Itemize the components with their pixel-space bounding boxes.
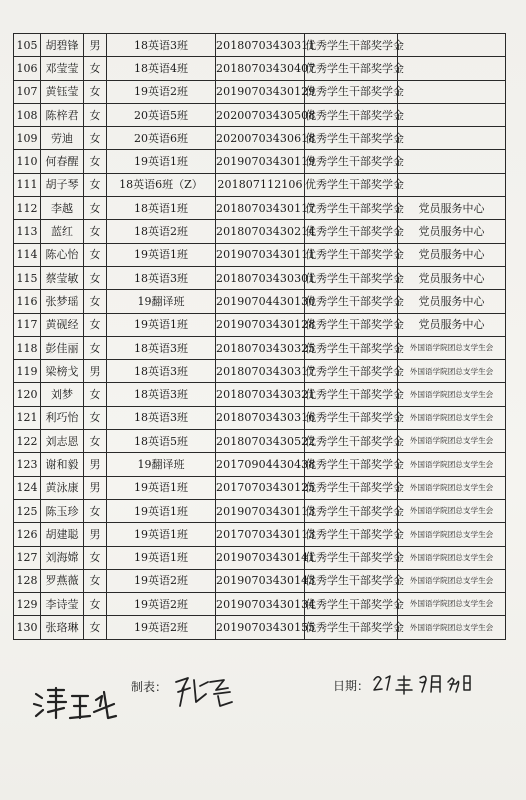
class-cell: 19英语2班 bbox=[107, 616, 216, 639]
organization-cell: 外国语学院团总支学生会 bbox=[398, 569, 506, 592]
student-name-cell: 谢和毅 bbox=[41, 453, 84, 476]
student-name-cell: 何春醒 bbox=[41, 150, 84, 173]
student-name-cell: 李诗莹 bbox=[41, 593, 84, 616]
student-id-cell: 20190703430113 bbox=[216, 499, 305, 522]
student-id-cell: 20190704430130 bbox=[216, 290, 305, 313]
gender-cell: 女 bbox=[84, 430, 107, 453]
award-cell: 优秀学生干部奖学金 bbox=[305, 197, 398, 220]
student-id-cell: 20190703430155 bbox=[216, 616, 305, 639]
row-number-cell: 112 bbox=[14, 197, 41, 220]
student-name-cell: 张梦瑶 bbox=[41, 290, 84, 313]
table-row bbox=[14, 499, 506, 522]
award-cell: 优秀学生干部奖学金 bbox=[305, 383, 398, 406]
row-number-cell: 119 bbox=[14, 360, 41, 383]
gender-cell: 女 bbox=[84, 499, 107, 522]
row-number-cell: 115 bbox=[14, 266, 41, 289]
row-number-cell: 114 bbox=[14, 243, 41, 266]
gender-cell: 女 bbox=[84, 569, 107, 592]
student-id-cell: 20190703430111 bbox=[216, 243, 305, 266]
class-cell: 18英语5班 bbox=[107, 430, 216, 453]
table-row bbox=[14, 616, 506, 639]
row-number-cell: 107 bbox=[14, 80, 41, 103]
table-row bbox=[14, 313, 506, 336]
table-row bbox=[14, 383, 506, 406]
gender-cell: 男 bbox=[84, 476, 107, 499]
organization-cell: 外国语学院团总支学生会 bbox=[398, 499, 506, 522]
gender-cell: 女 bbox=[84, 546, 107, 569]
gender-cell: 女 bbox=[84, 616, 107, 639]
award-cell: 优秀学生干部奖学金 bbox=[305, 127, 398, 150]
class-cell: 18英语4班 bbox=[107, 57, 216, 80]
gender-cell: 女 bbox=[84, 290, 107, 313]
award-cell: 优秀学生干部奖学金 bbox=[305, 173, 398, 196]
class-cell: 19英语1班 bbox=[107, 476, 216, 499]
gender-cell: 女 bbox=[84, 336, 107, 359]
organization-cell: 外国语学院团总支学生会 bbox=[398, 593, 506, 616]
gender-cell: 女 bbox=[84, 150, 107, 173]
class-cell: 19英语1班 bbox=[107, 499, 216, 522]
student-name-cell: 陈心怡 bbox=[41, 243, 84, 266]
award-cell: 优秀学生干部奖学金 bbox=[305, 290, 398, 313]
student-id-cell: 20180703430301 bbox=[216, 266, 305, 289]
gender-cell: 男 bbox=[84, 453, 107, 476]
table-row bbox=[14, 430, 506, 453]
table-row bbox=[14, 290, 506, 313]
table-row bbox=[14, 80, 506, 103]
class-cell: 19英语2班 bbox=[107, 569, 216, 592]
table-row bbox=[14, 127, 506, 150]
handwritten-signature-left bbox=[30, 682, 120, 726]
award-cell: 优秀学生干部奖学金 bbox=[305, 523, 398, 546]
table-row bbox=[14, 243, 506, 266]
award-cell: 优秀学生干部奖学金 bbox=[305, 220, 398, 243]
class-cell: 19英语1班 bbox=[107, 546, 216, 569]
gender-cell: 女 bbox=[84, 80, 107, 103]
gender-cell: 女 bbox=[84, 243, 107, 266]
gender-cell: 女 bbox=[84, 593, 107, 616]
student-id-cell: 20180703430407 bbox=[216, 57, 305, 80]
class-cell: 18英语3班 bbox=[107, 406, 216, 429]
organization-cell: 党员服务中心 bbox=[398, 243, 506, 266]
maker-label: 制表： bbox=[131, 680, 168, 694]
table-row bbox=[14, 103, 506, 126]
organization-cell: 外国语学院团总支学生会 bbox=[398, 476, 506, 499]
student-name-cell: 邓莹莹 bbox=[41, 57, 84, 80]
class-cell: 18英语3班 bbox=[107, 336, 216, 359]
student-name-cell: 彭佳丽 bbox=[41, 336, 84, 359]
student-name-cell: 胡子琴 bbox=[41, 173, 84, 196]
gender-cell: 女 bbox=[84, 266, 107, 289]
organization-cell bbox=[398, 80, 506, 103]
student-id-cell: 20180703430317 bbox=[216, 360, 305, 383]
class-cell: 19英语1班 bbox=[107, 523, 216, 546]
student-id-cell: 20170703430113 bbox=[216, 523, 305, 546]
gender-cell: 男 bbox=[84, 34, 107, 57]
award-cell: 优秀学生干部奖学金 bbox=[305, 266, 398, 289]
row-number-cell: 125 bbox=[14, 499, 41, 522]
award-cell: 优秀学生干部奖学金 bbox=[305, 103, 398, 126]
gender-cell: 女 bbox=[84, 383, 107, 406]
class-cell: 19英语2班 bbox=[107, 593, 216, 616]
table-row bbox=[14, 266, 506, 289]
table-row bbox=[14, 336, 506, 359]
student-name-cell: 劳迪 bbox=[41, 127, 84, 150]
organization-cell: 外国语学院团总支学生会 bbox=[398, 360, 506, 383]
table-row bbox=[14, 197, 506, 220]
student-name-cell: 刘海嫦 bbox=[41, 546, 84, 569]
gender-cell: 女 bbox=[84, 313, 107, 336]
table-row bbox=[14, 406, 506, 429]
row-number-cell: 123 bbox=[14, 453, 41, 476]
class-cell: 18英语2班 bbox=[107, 220, 216, 243]
student-name-cell: 刘志恩 bbox=[41, 430, 84, 453]
row-number-cell: 126 bbox=[14, 523, 41, 546]
organization-cell: 外国语学院团总支学生会 bbox=[398, 336, 506, 359]
student-id-cell: 20190703430129 bbox=[216, 80, 305, 103]
organization-cell: 党员服务中心 bbox=[398, 266, 506, 289]
organization-cell bbox=[398, 127, 506, 150]
gender-cell: 女 bbox=[84, 406, 107, 429]
row-number-cell: 108 bbox=[14, 103, 41, 126]
award-cell: 优秀学生干部奖学金 bbox=[305, 80, 398, 103]
student-id-cell: 20190703430119 bbox=[216, 150, 305, 173]
gender-cell: 女 bbox=[84, 173, 107, 196]
student-id-cell: 20170904430438 bbox=[216, 453, 305, 476]
student-id-cell: 20200703430618 bbox=[216, 127, 305, 150]
organization-cell bbox=[398, 34, 506, 57]
row-number-cell: 109 bbox=[14, 127, 41, 150]
organization-cell bbox=[398, 150, 506, 173]
award-cell: 优秀学生干部奖学金 bbox=[305, 313, 398, 336]
award-cell: 优秀学生干部奖学金 bbox=[305, 499, 398, 522]
student-name-cell: 利巧怡 bbox=[41, 406, 84, 429]
class-cell: 20英语5班 bbox=[107, 103, 216, 126]
class-cell: 19英语1班 bbox=[107, 150, 216, 173]
award-cell: 优秀学生干部奖学金 bbox=[305, 593, 398, 616]
row-number-cell: 116 bbox=[14, 290, 41, 313]
row-number-cell: 127 bbox=[14, 546, 41, 569]
gender-cell: 男 bbox=[84, 523, 107, 546]
award-cell: 优秀学生干部奖学金 bbox=[305, 453, 398, 476]
class-cell: 18英语3班 bbox=[107, 383, 216, 406]
student-name-cell: 黄砚经 bbox=[41, 313, 84, 336]
table-row bbox=[14, 220, 506, 243]
award-cell: 优秀学生干部奖学金 bbox=[305, 406, 398, 429]
table-row bbox=[14, 34, 506, 57]
class-cell: 19翻译班 bbox=[107, 290, 216, 313]
student-name-cell: 陈梓君 bbox=[41, 103, 84, 126]
organization-cell: 党员服务中心 bbox=[398, 220, 506, 243]
student-id-cell: 20180703430522 bbox=[216, 430, 305, 453]
table-row bbox=[14, 173, 506, 196]
class-cell: 18英语3班 bbox=[107, 266, 216, 289]
award-cell: 优秀学生干部奖学金 bbox=[305, 616, 398, 639]
student-name-cell: 胡碧锋 bbox=[41, 34, 84, 57]
award-cell: 优秀学生干部奖学金 bbox=[305, 57, 398, 80]
organization-cell: 党员服务中心 bbox=[398, 313, 506, 336]
student-name-cell: 李越 bbox=[41, 197, 84, 220]
organization-cell: 党员服务中心 bbox=[398, 290, 506, 313]
student-name-cell: 张珞琳 bbox=[41, 616, 84, 639]
row-number-cell: 128 bbox=[14, 569, 41, 592]
student-name-cell: 陈玉珍 bbox=[41, 499, 84, 522]
award-cell: 优秀学生干部奖学金 bbox=[305, 360, 398, 383]
row-number-cell: 130 bbox=[14, 616, 41, 639]
award-cell: 优秀学生干部奖学金 bbox=[305, 476, 398, 499]
gender-cell: 女 bbox=[84, 103, 107, 126]
handwritten-signature-maker bbox=[172, 672, 238, 712]
class-cell: 18英语1班 bbox=[107, 197, 216, 220]
gender-cell: 男 bbox=[84, 360, 107, 383]
student-name-cell: 罗燕薇 bbox=[41, 569, 84, 592]
student-name-cell: 刘梦 bbox=[41, 383, 84, 406]
student-id-cell: 20200703430508 bbox=[216, 103, 305, 126]
student-name-cell: 胡建聪 bbox=[41, 523, 84, 546]
student-name-cell: 梁榜戈 bbox=[41, 360, 84, 383]
student-id-cell: 20190703430134 bbox=[216, 593, 305, 616]
student-id-cell: 20190703430143 bbox=[216, 569, 305, 592]
table-row bbox=[14, 476, 506, 499]
gender-cell: 女 bbox=[84, 220, 107, 243]
table-row bbox=[14, 360, 506, 383]
award-cell: 优秀学生干部奖学金 bbox=[305, 569, 398, 592]
student-id-cell: 201807112106 bbox=[216, 173, 305, 196]
class-cell: 20英语6班 bbox=[107, 127, 216, 150]
organization-cell: 党员服务中心 bbox=[398, 197, 506, 220]
row-number-cell: 113 bbox=[14, 220, 41, 243]
organization-cell bbox=[398, 103, 506, 126]
student-name-cell: 蔡莹敏 bbox=[41, 266, 84, 289]
organization-cell: 外国语学院团总支学生会 bbox=[398, 383, 506, 406]
table-row bbox=[14, 546, 506, 569]
table-row bbox=[14, 569, 506, 592]
organization-cell: 外国语学院团总支学生会 bbox=[398, 616, 506, 639]
organization-cell: 外国语学院团总支学生会 bbox=[398, 406, 506, 429]
student-id-cell: 20180703430117 bbox=[216, 197, 305, 220]
award-cell: 优秀学生干部奖学金 bbox=[305, 430, 398, 453]
award-cell: 优秀学生干部奖学金 bbox=[305, 546, 398, 569]
row-number-cell: 117 bbox=[14, 313, 41, 336]
table-row bbox=[14, 453, 506, 476]
table-row bbox=[14, 593, 506, 616]
class-cell: 19翻译班 bbox=[107, 453, 216, 476]
student-id-cell: 20180703430311 bbox=[216, 34, 305, 57]
organization-cell: 外国语学院团总支学生会 bbox=[398, 523, 506, 546]
organization-cell bbox=[398, 57, 506, 80]
class-cell: 18英语3班 bbox=[107, 360, 216, 383]
class-cell: 18英语6班（Z） bbox=[107, 173, 216, 196]
student-id-cell: 20190703430141 bbox=[216, 546, 305, 569]
gender-cell: 女 bbox=[84, 197, 107, 220]
gender-cell: 女 bbox=[84, 57, 107, 80]
row-number-cell: 106 bbox=[14, 57, 41, 80]
student-id-cell: 20180703430325 bbox=[216, 336, 305, 359]
table-row bbox=[14, 57, 506, 80]
organization-cell: 外国语学院团总支学生会 bbox=[398, 546, 506, 569]
row-number-cell: 124 bbox=[14, 476, 41, 499]
student-id-cell: 20170703430125 bbox=[216, 476, 305, 499]
row-number-cell: 118 bbox=[14, 336, 41, 359]
organization-cell: 外国语学院团总支学生会 bbox=[398, 453, 506, 476]
class-cell: 19英语1班 bbox=[107, 243, 216, 266]
student-name-cell: 黄钰莹 bbox=[41, 80, 84, 103]
table-row bbox=[14, 523, 506, 546]
class-cell: 18英语3班 bbox=[107, 34, 216, 57]
date-label: 日期： bbox=[333, 679, 370, 693]
roster-body bbox=[14, 34, 506, 640]
student-id-cell: 20180703430321 bbox=[216, 383, 305, 406]
student-name-cell: 黄泳康 bbox=[41, 476, 84, 499]
organization-cell: 外国语学院团总支学生会 bbox=[398, 430, 506, 453]
organization-cell bbox=[398, 173, 506, 196]
award-cell: 优秀学生干部奖学金 bbox=[305, 150, 398, 173]
row-number-cell: 110 bbox=[14, 150, 41, 173]
gender-cell: 女 bbox=[84, 127, 107, 150]
table-row bbox=[14, 150, 506, 173]
row-number-cell: 122 bbox=[14, 430, 41, 453]
row-number-cell: 121 bbox=[14, 406, 41, 429]
row-number-cell: 111 bbox=[14, 173, 41, 196]
scholarship-roster-table bbox=[13, 33, 506, 640]
student-id-cell: 20180703430214 bbox=[216, 220, 305, 243]
row-number-cell: 105 bbox=[14, 34, 41, 57]
class-cell: 19英语1班 bbox=[107, 313, 216, 336]
student-id-cell: 20190703430128 bbox=[216, 313, 305, 336]
class-cell: 19英语2班 bbox=[107, 80, 216, 103]
award-cell: 优秀学生干部奖学金 bbox=[305, 336, 398, 359]
handwritten-date bbox=[370, 670, 474, 698]
student-id-cell: 20180703430316 bbox=[216, 406, 305, 429]
award-cell: 优秀学生干部奖学金 bbox=[305, 34, 398, 57]
row-number-cell: 129 bbox=[14, 593, 41, 616]
student-name-cell: 蓝红 bbox=[41, 220, 84, 243]
award-cell: 优秀学生干部奖学金 bbox=[305, 243, 398, 266]
row-number-cell: 120 bbox=[14, 383, 41, 406]
